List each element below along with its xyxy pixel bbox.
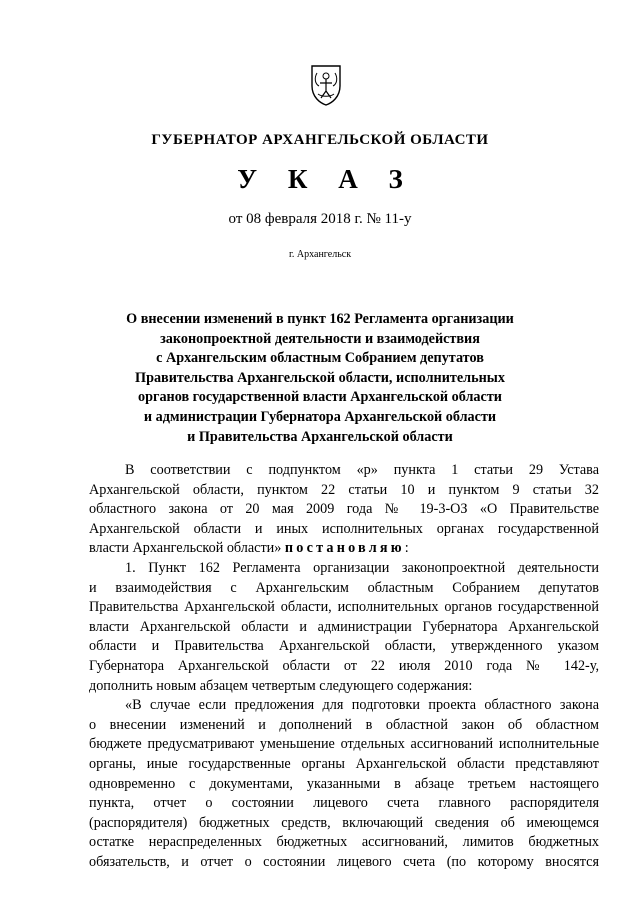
- heading-line: О внесении изменений в пункт 162 Регламента организации: [126, 311, 514, 327]
- quote-line: органы, иные государственные органы Архангельской области представляют: [89, 755, 599, 772]
- quote-line: обязательств, и отчет о состоянии лицевого счета (по которому вносятся: [89, 853, 599, 870]
- heading-line: и Правительства Архангельской области: [187, 428, 453, 445]
- quote-line: о внесении изменений и дополнений в областной закон об областном: [89, 716, 599, 733]
- body-line-decree: [89, 539, 599, 559]
- decree-word: постановляю: [284, 540, 405, 557]
- body-line: Правительства Архангельской области, исполнительных органов государственной: [89, 599, 599, 616]
- quote-line: одновременно с документами, указанными в абзаце третьем настоящего: [89, 775, 599, 792]
- document-date-number: от 08 февраля 2018 г. № 11-у: [228, 211, 412, 227]
- issuing-authority: ГУБЕРНАТОР АРХАНГЕЛЬСКОЙ ОБЛАСТИ: [151, 132, 489, 148]
- quote-line: остатке нераспределенных бюджетных ассигнований, лимитов бюджетных: [89, 834, 599, 851]
- heading-line: и администрации Губернатора Архангельской области: [143, 408, 497, 425]
- quote-line: бюджете предусматривают уменьшение отдельных ассигнований исполнительные: [89, 736, 599, 753]
- heading-line: органов государственной власти Архангельской области: [138, 389, 502, 406]
- body-line: 1. Пункт 162 Регламента организации законопроектной деятельности: [125, 559, 599, 576]
- decree-colon: :: [404, 540, 409, 557]
- quote-line: «В случае если предложения для подготовки проекта областного закона: [125, 697, 599, 714]
- body-line: областного закона от 20 мая 2009 года № 19-3-ОЗ «О Правительстве: [89, 501, 599, 518]
- body-line: дополнить новым абзацем четвертым следующего содержания:: [89, 677, 473, 694]
- decree-body: [89, 461, 599, 872]
- coat-of-arms-icon: [309, 64, 343, 106]
- body-line: власти Архангельской области и администрации Губернатора Архангельской: [89, 618, 599, 635]
- body-line: области и Правительства Архангельской области, утвержденного указом: [89, 638, 599, 655]
- body-line: Архангельской области, пунктом 22 статьи 10 и пунктом 9 статьи 32: [89, 481, 599, 498]
- document-city: г. Архангельск: [288, 249, 352, 260]
- heading-line: законопроектной деятельности и взаимодействия: [160, 330, 480, 347]
- heading-line: Правительства Архангельской области, исполнительных: [135, 369, 505, 386]
- body-line: В соответствии с подпунктом «р» пункта 1 статьи 29 Устава: [125, 462, 599, 478]
- preamble-ending: власти Архангельской области»: [89, 540, 282, 557]
- quote-line: (распорядителя) бюджетных средств, включающий сведения об имеющемся: [89, 814, 599, 831]
- body-line: и взаимодействия с Архангельским областным Собранием депутатов: [89, 579, 599, 596]
- body-line: Архангельской области и иных исполнительных органах государственной: [89, 520, 599, 537]
- decree-heading: [70, 310, 570, 447]
- document-type-title: У К А З: [237, 164, 415, 194]
- body-line: Губернатора Архангельской области от 22 июля 2010 года № 142-у,: [89, 657, 599, 674]
- quote-line: пункта, отчет о состоянии лицевого счета главного распорядителя: [89, 795, 599, 812]
- heading-line: с Архангельским областным Собранием депутатов: [156, 350, 484, 367]
